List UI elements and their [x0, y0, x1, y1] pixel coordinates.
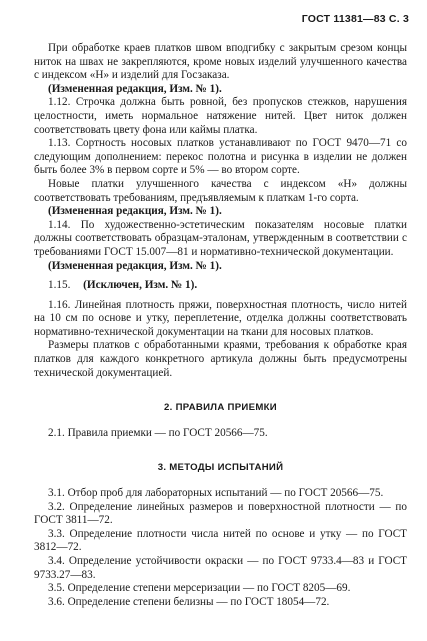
clause-excluded-note: (Исключен, Изм. № 1).	[83, 279, 198, 292]
document-body	[34, 42, 407, 609]
amendment-note: (Измененная редакция, Изм. № 1).	[48, 259, 222, 272]
clause-1-14: 1.14. По художественно-эстетическим показателям носовые платки должны соответствовать образцам-эталонам, утвержденным в соответствии с требованиями ГОСТ 15.007—81 и нормативно-технической документации.	[34, 218, 407, 258]
clause-2-1: 2.1. Правила приемки — по ГОСТ 20566—75.	[48, 426, 268, 439]
clause-1-12: 1.12. Строчка должна быть ровной, без пропусков стежков, нарушения целостности, иметь нормальное натяжение нитей. Цвет ниток должен соответствовать цвету фона или каймы платка.	[34, 96, 407, 136]
clause-1-13: 1.13. Сортность носовых платков устанавливают по ГОСТ 9470—71 со следующим дополнением: перекос полотна и рисунка в изделии не должен быть более 3% в первом сорте и 5% — во втором сорте.	[34, 137, 407, 177]
page-header: ГОСТ 11381—83 С. 3	[301, 13, 409, 25]
clause-3-1: 3.1. Отбор проб для лабораторных испытаний — по ГОСТ 20566—75.	[48, 487, 384, 500]
clause-3-6: 3.6. Определение степени белизны — по ГОСТ 18054—72.	[48, 595, 330, 608]
amendment-note: (Измененная редакция, Изм. № 1).	[48, 205, 222, 218]
clause-3-2: 3.2. Определение линейных размеров и поверхностной плотности — по ГОСТ 3811—72.	[34, 500, 407, 527]
section-title-acceptance: 2. ПРАВИЛА ПРИЕМКИ	[164, 402, 277, 414]
paragraph-new-handkerchiefs: Новые платки улучшенного качества с индексом «Н» должны соответствовать требованиям, предъявляемым к платкам 1-го сорта.	[34, 177, 407, 204]
clause-1-15	[34, 279, 407, 293]
clause-number: 1.15.	[48, 279, 71, 292]
clause-3-4: 3.4. Определение устойчивости окраски — по ГОСТ 9733.4—83 и ГОСТ 9733.27—83.	[34, 555, 407, 581]
clause-3-3: 3.3. Определение плотности числа нитей по основе и утку — по ГОСТ 3812—72.	[34, 527, 407, 554]
clause-1-16: 1.16. Линейная плотность пряжи, поверхностная плотность, число нитей на 10 см по основе и утку, переплетение, отделка должны соответствовать нормативно-технической документации на ткани для носовых платков.	[34, 298, 407, 338]
section-title-test-methods: 3. МЕТОДЫ ИСПЫТАНИЙ	[157, 462, 284, 474]
amendment-note: (Измененная редакция, Изм. № 1).	[48, 82, 222, 95]
paragraph-edge-processing: При обработке краев платков швом вподгибку с закрытым срезом концы ниток на швах не закрепляются, кроме новых изделий улучшенного качества с индексом «Н» и изделий для Госзаказа.	[34, 42, 407, 82]
clause-3-5: 3.5. Определение степени мерсеризации — по ГОСТ 8205—69.	[48, 582, 351, 595]
paragraph-sizes: Размеры платков с обработанными краями, требования к обработке края платков для каждого конкретного артикула должны быть предусмотрены технической документацией.	[34, 339, 407, 379]
